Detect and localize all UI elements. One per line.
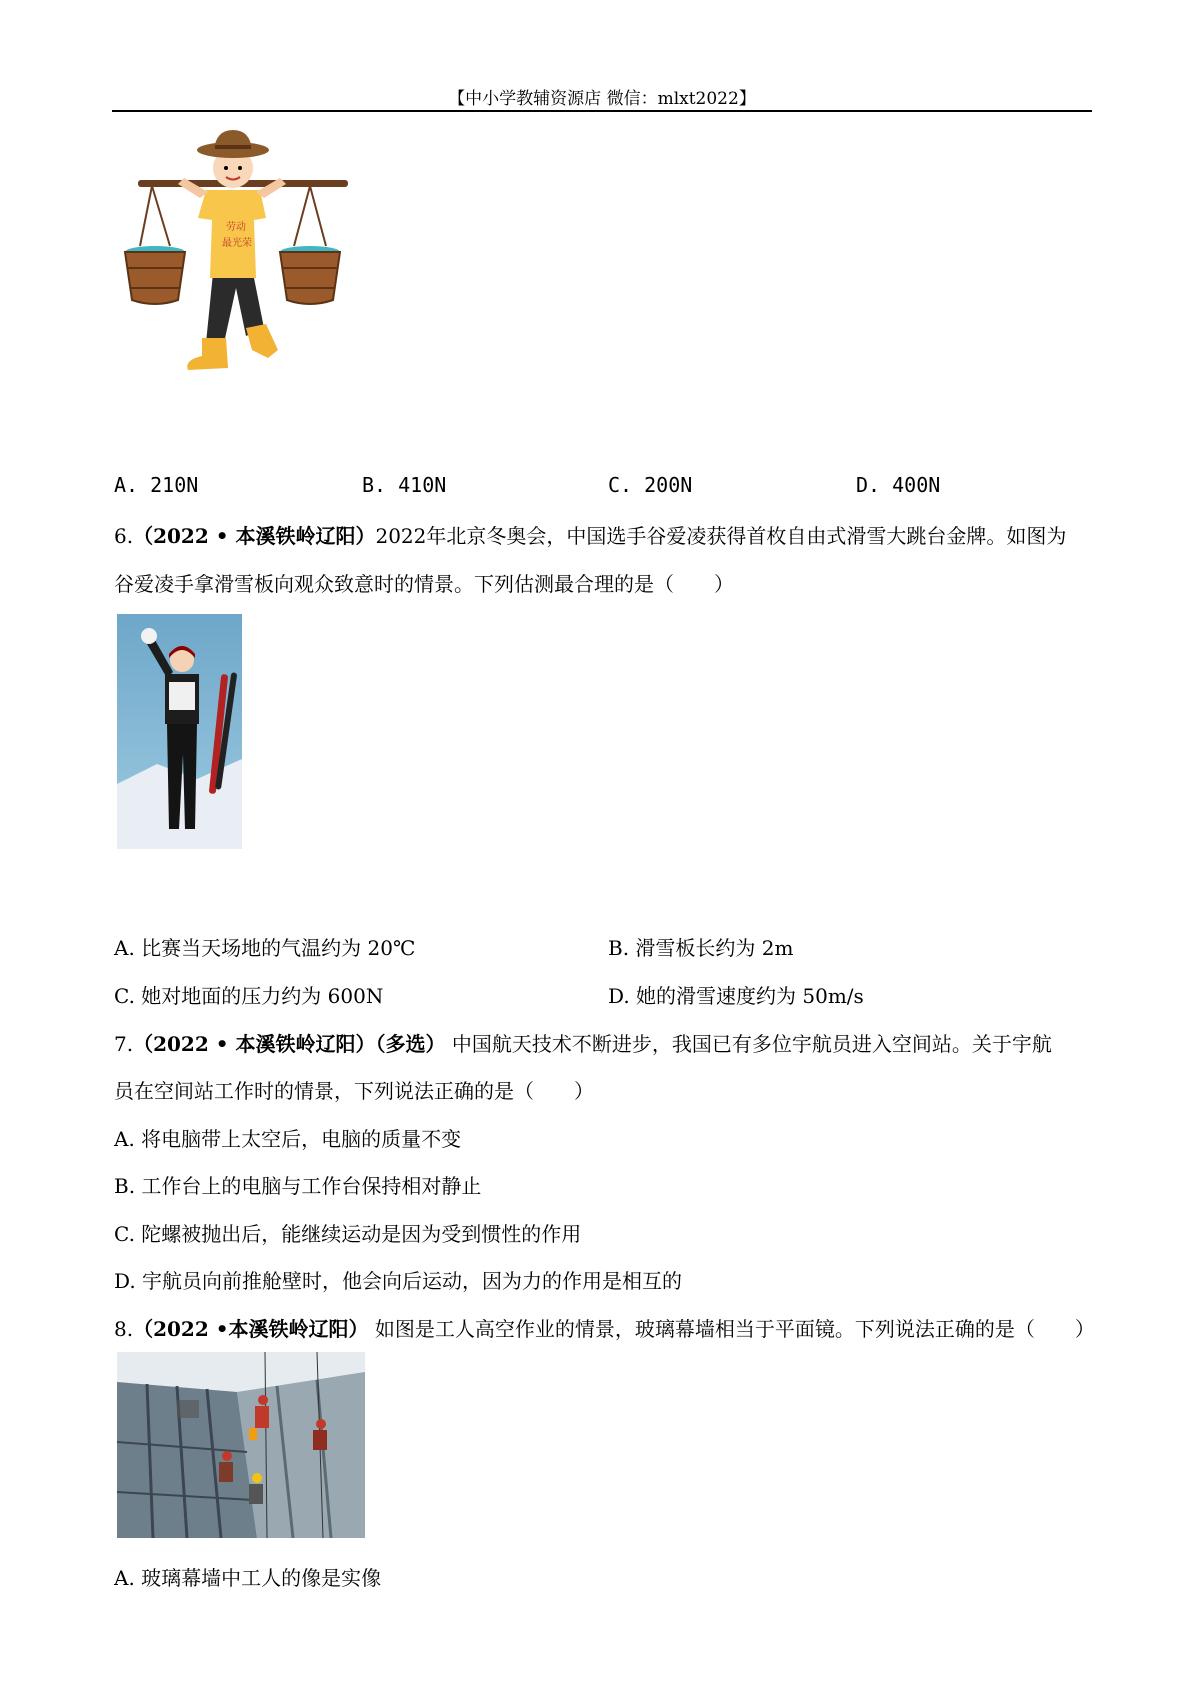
q5-option-d: D. 400N: [856, 473, 941, 497]
q7-option-d: D. 宇航员向前推舱壁时，他会向后运动，因为力的作用是相互的: [114, 1269, 683, 1293]
svg-text:最光荣: 最光荣: [222, 238, 252, 249]
q7-source: （2022 • 本溪铁岭辽阳）（多选）: [133, 1032, 446, 1056]
q8-number: 8.: [114, 1317, 134, 1341]
q7-option-c: C. 陀螺被抛出后，能继续运动是因为受到惯性的作用: [114, 1222, 582, 1246]
q6-option-c: C. 她对地面的压力约为 600N: [114, 984, 384, 1008]
q6-stem-line2: 谷爱凌手拿滑雪板向观众致意时的情景。下列估测最合理的是（ ）: [114, 572, 734, 596]
q6-option-d: D. 她的滑雪速度约为 50m/s: [608, 984, 864, 1008]
q5-option-a: A. 210N: [114, 473, 199, 497]
q6-source: （2022 • 本溪铁岭辽阳）: [133, 524, 376, 548]
q7-option-b: B. 工作台上的电脑与工作台保持相对静止: [114, 1174, 482, 1198]
q8-option-a: A. 玻璃幕墙中工人的像是实像: [114, 1566, 382, 1590]
q5-option-c: C. 200N: [608, 473, 693, 497]
q8-stem-text: 如图是工人高空作业的情景，玻璃幕墙相当于平面镜。下列说法正确的是（ ）: [368, 1317, 1095, 1341]
q7-number: 7.: [114, 1032, 134, 1056]
q7-option-a: A. 将电脑带上太空后，电脑的质量不变: [114, 1127, 462, 1151]
water-carrier-illustration: [118, 128, 353, 388]
svg-text:劳动: 劳动: [226, 222, 246, 233]
q6-option-b: B. 滑雪板长约为 2m: [608, 936, 794, 960]
q8-source: （2022 •本溪铁岭辽阳）: [133, 1317, 369, 1341]
q6-option-a: A. 比赛当天场地的气温约为 20℃: [114, 936, 416, 960]
q5-option-b: B. 410N: [362, 473, 447, 497]
q7-stem-text1: 中国航天技术不断进步，我国已有多位宇航员进入空间站。关于宇航: [445, 1032, 1052, 1056]
curtain-wall-workers-photo: [117, 1352, 365, 1538]
q7-stem-line2: 员在空间站工作时的情景，下列说法正确的是（ ）: [114, 1079, 594, 1103]
q6-stem-line1: [114, 520, 1066, 549]
skier-photo: [117, 614, 242, 849]
q6-stem-text1: 2022年北京冬奥会，中国选手谷爱凌获得首枚自由式滑雪大跳台金牌。如图为: [375, 524, 1067, 548]
q7-stem-line1: [114, 1028, 1052, 1057]
q8-stem-line: [114, 1313, 1095, 1342]
header-divider: [112, 110, 1092, 112]
page-header: 【中小学教辅资源店 微信：mlxt2022】: [448, 89, 756, 109]
q6-number: 6.: [114, 524, 134, 548]
